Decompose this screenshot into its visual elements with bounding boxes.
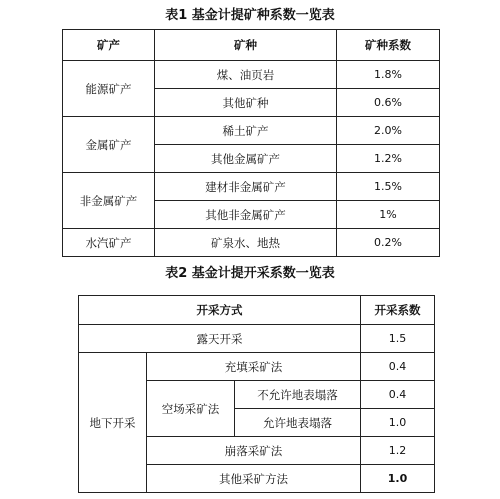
table-row xyxy=(63,61,440,89)
mining-coefficient-table xyxy=(78,295,435,493)
fill-method-cell: 充填采矿法 xyxy=(147,353,361,381)
group-cell: 非金属矿产 xyxy=(63,173,155,229)
underground-cell: 地下开采 xyxy=(79,353,147,493)
table-row xyxy=(79,353,435,381)
table-row xyxy=(63,173,440,201)
mineral-coefficient-table xyxy=(62,29,440,257)
group-cell: 金属矿产 xyxy=(63,117,155,173)
no-collapse-cell: 不允许地表塌落 xyxy=(235,381,361,409)
kind-cell: 煤、油页岩 xyxy=(155,61,337,89)
coef-cell: 1.8% xyxy=(337,61,440,89)
coef-cell: 1% xyxy=(337,201,440,229)
coef-cell: 1.0 xyxy=(361,465,435,493)
coef-cell: 2.0% xyxy=(337,117,440,145)
coef-cell: 0.4 xyxy=(361,353,435,381)
coef-cell: 1.2 xyxy=(361,437,435,465)
table1-caption: 表1 基金计提矿种系数一览表 xyxy=(165,8,335,23)
header-kind-coef: 矿种系数 xyxy=(337,30,440,61)
table-header-row xyxy=(63,30,440,61)
collapse-cell: 允许地表塌落 xyxy=(235,409,361,437)
open-pit-cell: 露天开采 xyxy=(79,325,361,353)
header-method: 开采方式 xyxy=(79,296,361,325)
kind-cell: 其他金属矿产 xyxy=(155,145,337,173)
coef-cell: 0.6% xyxy=(337,89,440,117)
coef-cell: 1.0 xyxy=(361,409,435,437)
coef-cell: 0.4 xyxy=(361,381,435,409)
header-mineral: 矿产 xyxy=(63,30,155,61)
table-row xyxy=(79,325,435,353)
caving-method-cell: 崩落采矿法 xyxy=(147,437,361,465)
kind-cell: 其他非金属矿产 xyxy=(155,201,337,229)
coef-cell: 1.5% xyxy=(337,173,440,201)
table-row xyxy=(63,117,440,145)
group-cell: 能源矿产 xyxy=(63,61,155,117)
open-stope-cell: 空场采矿法 xyxy=(147,381,235,437)
other-method-cell: 其他采矿方法 xyxy=(147,465,361,493)
table2-caption: 表2 基金计提开采系数一览表 xyxy=(165,266,335,281)
table-header-row xyxy=(79,296,435,325)
table-row xyxy=(63,229,440,257)
kind-cell: 其他矿种 xyxy=(155,89,337,117)
header-method-coef: 开采系数 xyxy=(361,296,435,325)
kind-cell: 矿泉水、地热 xyxy=(155,229,337,257)
group-cell: 水汽矿产 xyxy=(63,229,155,257)
kind-cell: 稀土矿产 xyxy=(155,117,337,145)
coef-cell: 1.2% xyxy=(337,145,440,173)
coef-cell: 0.2% xyxy=(337,229,440,257)
header-kind: 矿种 xyxy=(155,30,337,61)
kind-cell: 建材非金属矿产 xyxy=(155,173,337,201)
coef-cell: 1.5 xyxy=(361,325,435,353)
